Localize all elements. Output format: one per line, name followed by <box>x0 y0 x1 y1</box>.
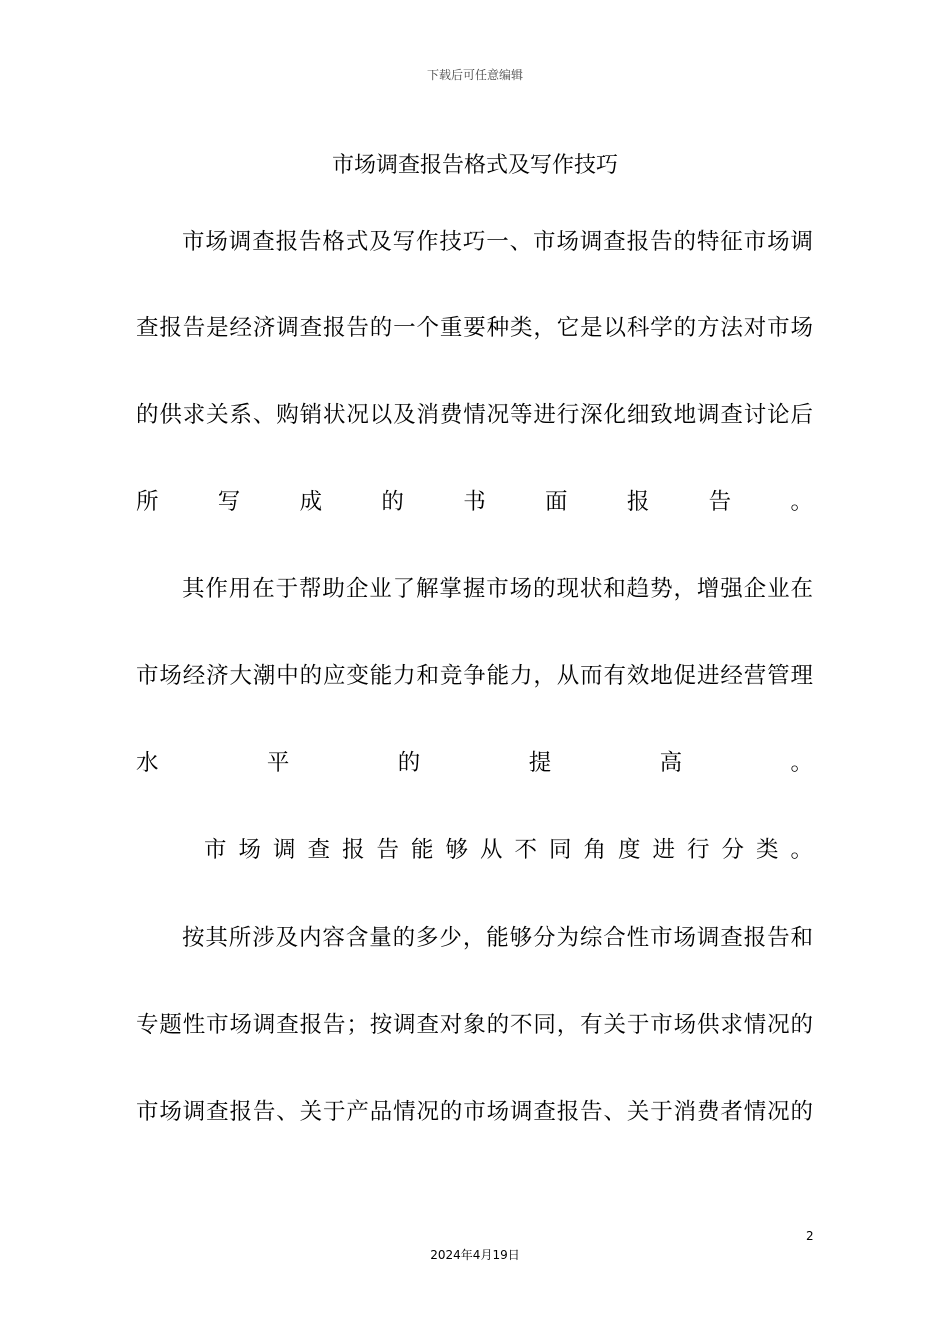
body-line-3: 的供求关系、购销状况以及消费情况等进行深化细致地调查讨论后 <box>136 402 813 428</box>
body-line-5: 其作用在于帮助企业了解掌握市场的现状和趋势，增强企业在 <box>182 576 813 602</box>
body-line-11: 市场调查报告、关于产品情况的市场调查报告、关于消费者情况的 <box>136 1099 813 1125</box>
body-line-1: 市场调查报告格式及写作技巧一、市场调查报告的特征市场调 <box>182 229 813 255</box>
body-line-6: 市场经济大潮中的应变能力和竞争能力，从而有效地促进经营管理 <box>136 663 813 689</box>
body-line-8: 市场调查报告能够从不同角度进行分类。 <box>204 837 813 863</box>
body-line-7: 水平的提高。 <box>136 750 813 776</box>
body-line-9: 按其所涉及内容含量的多少，能够分为综合性市场调查报告和 <box>182 925 813 951</box>
document-title: 市场调查报告格式及写作技巧 <box>331 153 618 178</box>
body-line-2: 查报告是经济调查报告的一个重要种类，它是以科学的方法对市场 <box>136 315 813 341</box>
page-number: 2 <box>806 1229 814 1243</box>
body-line-4: 所写成的书面报告。 <box>136 489 813 515</box>
body-line-10: 专题性市场调查报告；按调查对象的不同，有关于市场供求情况的 <box>136 1012 813 1038</box>
footer-date: 2024年4月19日 <box>430 1248 520 1262</box>
page-header: 下载后可任意编辑 <box>426 68 523 82</box>
